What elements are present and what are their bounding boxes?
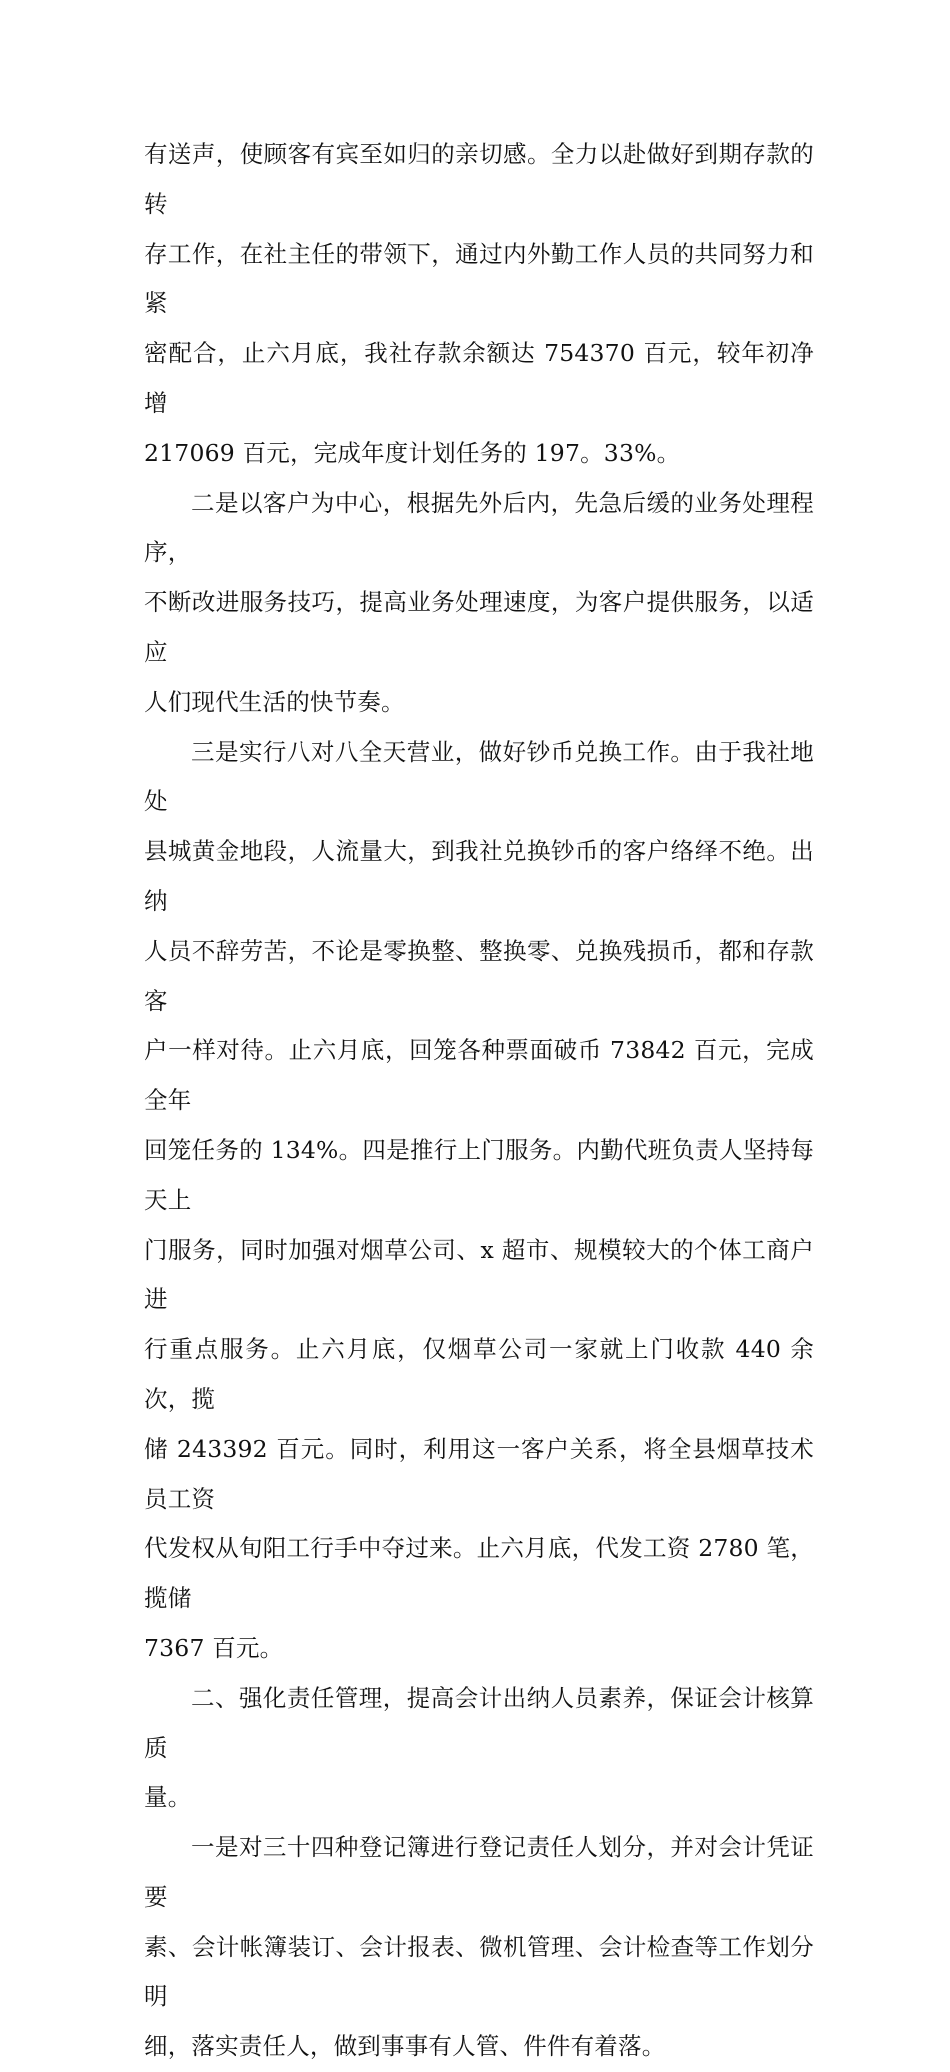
text-line: 217069 百元，完成年度计划任务的 197。33%。 bbox=[144, 438, 681, 467]
paragraph-register-responsibility bbox=[144, 1823, 814, 2072]
text-line: 一是对三十四种登记簿进行登记责任人划分，并对会计凭证要 bbox=[144, 1833, 814, 1911]
text-line: 量。 bbox=[144, 1783, 192, 1812]
text-line: 不断改进服务技巧，提高业务处理速度，为客户提供服务，以适应 bbox=[144, 588, 814, 666]
paragraph-customer-centered bbox=[144, 479, 814, 728]
document-body bbox=[144, 130, 814, 2072]
text-line: 素、会计帐簿装订、会计报表、微机管理、会计检查等工作划分明 bbox=[144, 1932, 814, 2011]
text-line: 存工作，在社主任的带领下，通过内外勤工作人员的共同努力和紧 bbox=[144, 239, 814, 318]
text-line: 人们现代生活的快节奏。 bbox=[144, 687, 405, 716]
text-line: 户一样对待。止六月底，回笼各种票面破币 73842 百元，完成全年 bbox=[144, 1036, 814, 1115]
text-line: 二是以客户为中心，根据先外后内，先急后缓的业务处理程序， bbox=[144, 488, 814, 567]
text-line: 三是实行八对八全天营业，做好钞币兑换工作。由于我社地处 bbox=[144, 737, 814, 816]
paragraph-responsibility-heading bbox=[144, 1674, 814, 1823]
text-line: 回笼任务的 134%。四是推行上门服务。内勤代班负责人坚持每天上 bbox=[144, 1135, 814, 1214]
text-line: 人员不辞劳苦，不论是零换整、整换零、兑换残损币，都和存款客 bbox=[144, 936, 814, 1015]
paragraph-deposit-transfer bbox=[144, 130, 814, 479]
text-line: 县城黄金地段，人流量大，到我社兑换钞币的客户络绎不绝。出纳 bbox=[144, 837, 814, 915]
text-line: 代发权从旬阳工行手中夺过来。止六月底，代发工资 2780 笔，揽储 bbox=[144, 1534, 814, 1613]
text-line: 门服务，同时加强对烟草公司、x 超市、规模较大的个体工商户进 bbox=[144, 1235, 814, 1314]
text-line: 行重点服务。止六月底，仅烟草公司一家就上门收款 440 余次，揽 bbox=[144, 1335, 814, 1413]
text-line: 储 243392 百元。同时，利用这一客户关系，将全县烟草技术员工资 bbox=[144, 1434, 814, 1513]
text-line: 细，落实责任人，做到事事有人管、件件有着落。 bbox=[144, 2032, 666, 2061]
text-line: 7367 百元。 bbox=[144, 1633, 284, 1662]
text-line: 密配合，止六月底，我社存款余额达 754370 百元，较年初净增 bbox=[144, 339, 814, 417]
paragraph-full-day-service bbox=[144, 728, 814, 1674]
text-line: 二、强化责任管理，提高会计出纳人员素养，保证会计核算质 bbox=[144, 1683, 814, 1762]
text-line: 有送声，使顾客有宾至如归的亲切感。全力以赴做好到期存款的转 bbox=[144, 140, 814, 218]
